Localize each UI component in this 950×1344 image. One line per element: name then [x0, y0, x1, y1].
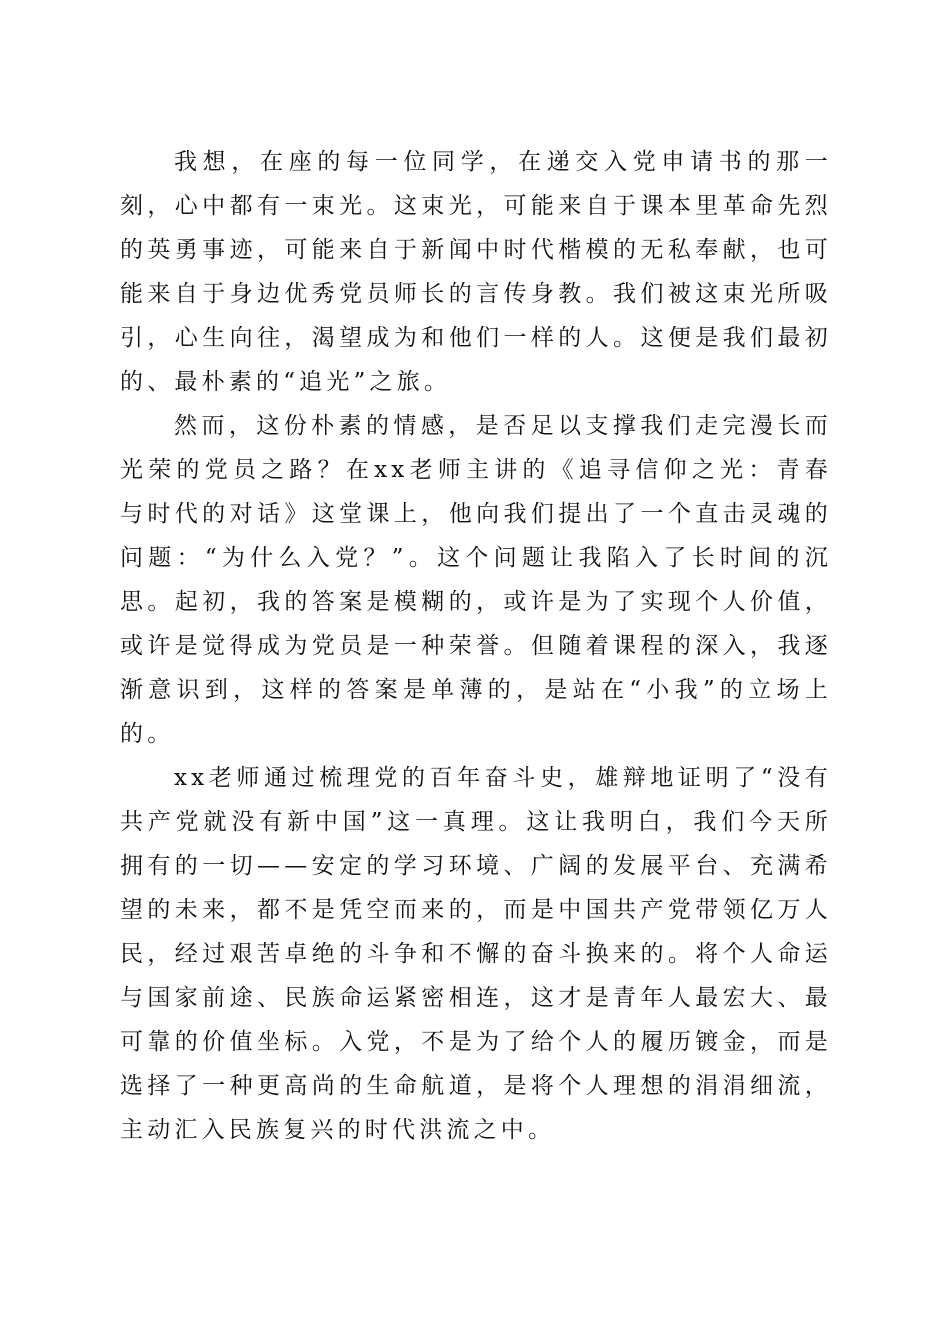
- paragraph-2: 然而，这份朴素的情感，是否足以支撑我们走完漫长而光荣的党员之路？在xx老师主讲的《追寻信仰之光：青春与时代的对话》这堂课上，他向我们提出了一个直击灵魂的问题：“为什么入党？”。这个问题让我陷入了长时间的沉思。起初，我的答案是模糊的，或许是为了实现个人价值，或许是觉得成为党员是一种荣誉。但随着课程的深入，我逐渐意识到，这样的答案是单薄的，是站在“小我”的立场上的。: [120, 413, 832, 747]
- paragraph-1: 我想，在座的每一位同学，在递交入党申请书的那一刻，心中都有一束光。这束光，可能来自于课本里革命先烈的英勇事迹，可能来自于新闻中时代楷模的无私奉献，也可能来自于身边优秀党员师长的言传身教。我们被这束光所吸引，心生向往，渴望成为和他们一样的人。这便是我们最初的、最朴素的“追光”之旅。: [120, 149, 832, 395]
- document-body: [120, 140, 832, 1152]
- paragraph-3: xx老师通过梳理党的百年奋斗史，雄辩地证明了“没有共产党就没有新中国”这一真理。这让我明白，我们今天所拥有的一切——安定的学习环境、广阔的发展平台、充满希望的未来，都不是凭空而来的，而是中国共产党带领亿万人民，经过艰苦卓绝的斗争和不懈的奋斗换来的。将个人命运与国家前途、民族命运紧密相连，这才是青年人最宏大、最可靠的价值坐标。入党，不是为了给个人的履历镀金，而是选择了一种更高尚的生命航道，是将个人理想的涓涓细流，主动汇入民族复兴的时代洪流之中。: [120, 765, 832, 1143]
